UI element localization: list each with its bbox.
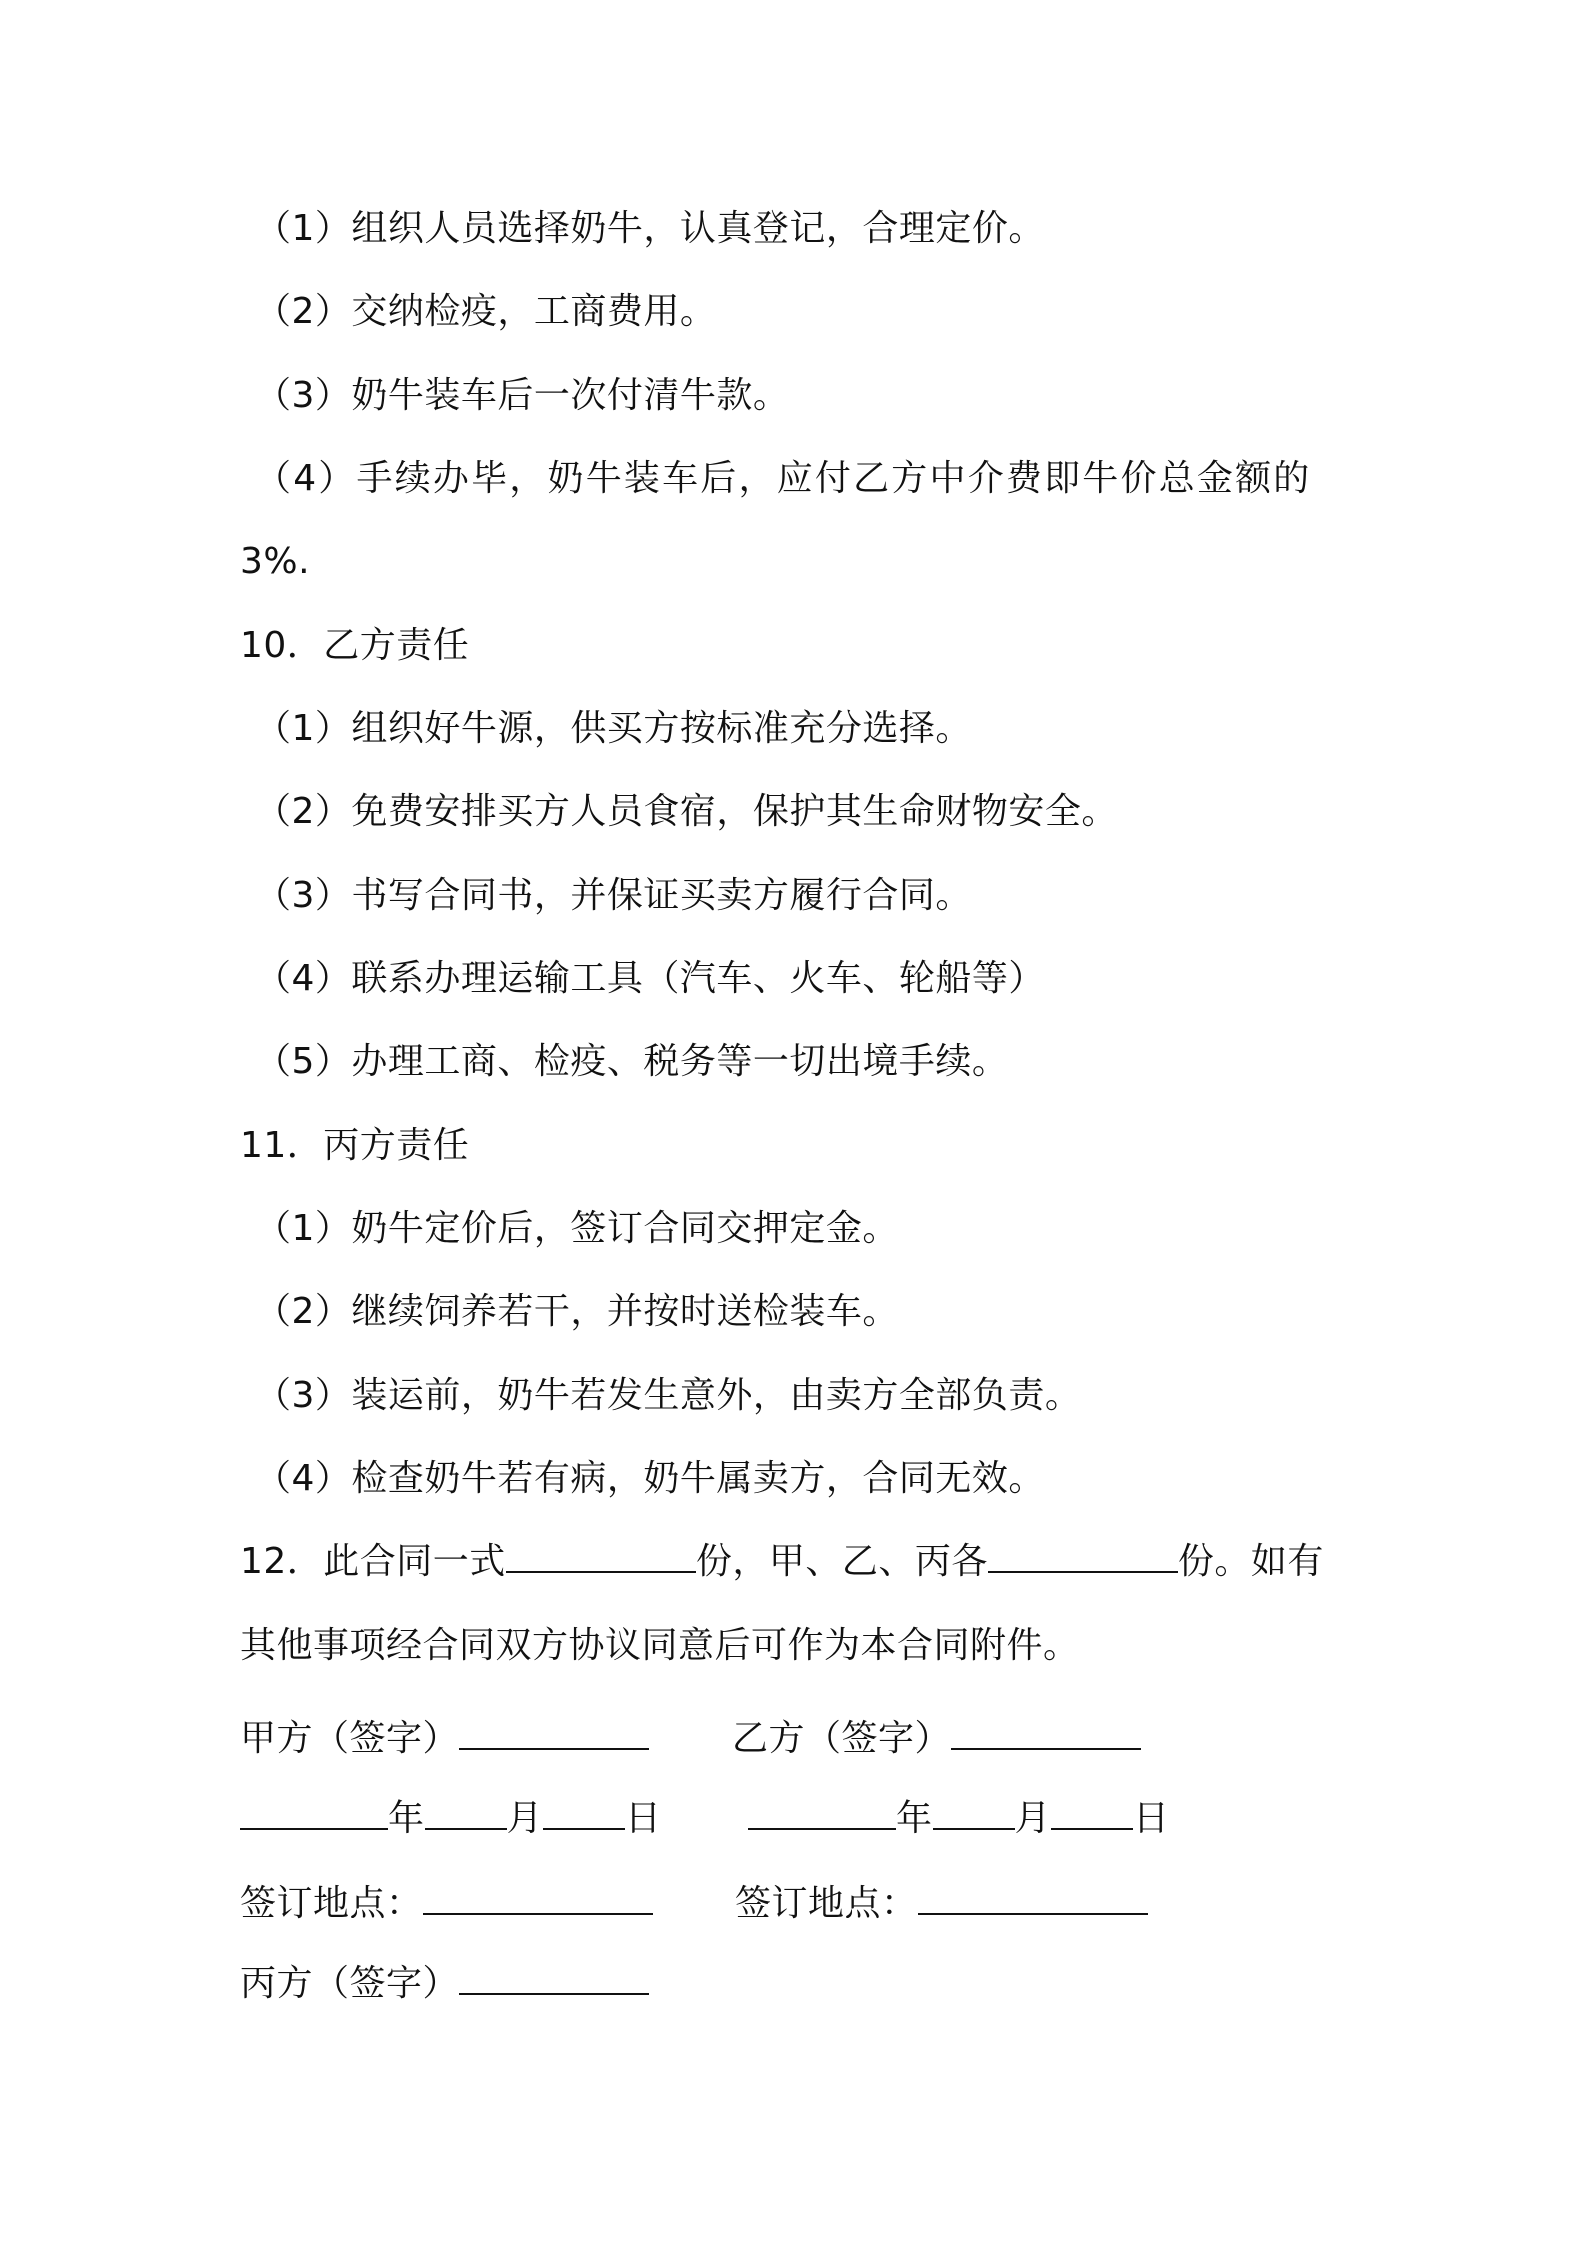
party-a-signature-blank[interactable] <box>459 1718 649 1750</box>
month-label-b: 月 <box>1014 1798 1052 1839</box>
party-a-label: 甲方（签字） <box>240 1718 460 1759</box>
section9-item-4-cont: 3%. <box>240 541 311 582</box>
party-b-group <box>732 1715 1141 1763</box>
signature-row-1 <box>240 1715 952 1763</box>
day-label-a: 日 <box>625 1798 662 1839</box>
party-a-month-blank[interactable] <box>425 1798 507 1830</box>
party-b-label: 乙方（签字） <box>732 1718 952 1759</box>
party-b-day-blank[interactable] <box>1051 1798 1133 1830</box>
section12-part1: 12．此合同一式 <box>240 1541 506 1582</box>
party-a-place-blank[interactable] <box>423 1883 653 1915</box>
section11-heading: 11．丙方责任 <box>240 1125 470 1166</box>
year-label-a: 年 <box>388 1798 425 1839</box>
party-b-year-blank[interactable] <box>748 1798 896 1830</box>
section11-item-1: （1）奶牛定价后，签订合同交押定金。 <box>255 1208 899 1249</box>
section9-item-3: （3）奶牛装车后一次付清牛款。 <box>255 375 790 416</box>
copies-each-blank[interactable] <box>988 1541 1178 1573</box>
section12-part3: 份。如有 <box>1177 1541 1324 1582</box>
section11-item-4: （4）检查奶牛若有病，奶牛属卖方，合同无效。 <box>255 1458 1045 1499</box>
section9-item-2: （2）交纳检疫，工商费用。 <box>255 291 717 332</box>
copies-total-blank[interactable] <box>506 1541 696 1573</box>
signature-row-c <box>240 1960 649 2008</box>
place-label-b: 签订地点： <box>735 1883 918 1924</box>
section9-item-4: （4）手续办毕，奶牛装车后，应付乙方中介费即牛价总金额的 <box>255 458 1312 499</box>
section10-item-4: （4）联系办理运输工具（汽车、火车、轮船等） <box>255 958 1045 999</box>
section10-item-2: （2）免费安排买方人员食宿，保护其生命财物安全。 <box>255 791 1118 832</box>
year-label-b: 年 <box>896 1798 933 1839</box>
section12-line-2: 其他事项经合同双方协议同意后可作为本合同附件。 <box>240 1625 1080 1666</box>
section10-item-1: （1）组织好牛源，供买方按标准充分选择。 <box>255 708 972 749</box>
signature-row-date <box>240 1795 1170 1843</box>
party-b-place-blank[interactable] <box>918 1883 1148 1915</box>
section9-item-1: （1）组织人员选择奶牛，认真登记，合理定价。 <box>255 208 1045 249</box>
section11-item-3: （3）装运前，奶牛若发生意外，由卖方全部负责。 <box>255 1375 1082 1416</box>
party-b-signature-blank[interactable] <box>951 1718 1141 1750</box>
party-b-place-group <box>735 1880 1148 1928</box>
section12-line-1 <box>240 1538 1324 1586</box>
section10-item-5: （5）办理工商、检疫、税务等一切出境手续。 <box>255 1041 1009 1082</box>
party-c-label: 丙方（签字） <box>240 1963 460 2004</box>
section11-item-2: （2）继续饲养若干，并按时送检装车。 <box>255 1291 899 1332</box>
section10-heading: 10．乙方责任 <box>240 625 470 666</box>
signature-row-place <box>240 1880 918 1928</box>
day-label-b: 日 <box>1133 1798 1170 1839</box>
section10-item-3: （3）书写合同书，并保证买卖方履行合同。 <box>255 875 972 916</box>
party-a-year-blank[interactable] <box>240 1798 388 1830</box>
party-a-day-blank[interactable] <box>543 1798 625 1830</box>
section12-part2: 份，甲、乙、丙各 <box>695 1541 988 1582</box>
place-label-a: 签订地点： <box>240 1883 423 1924</box>
party-b-date-group <box>748 1795 1170 1843</box>
month-label-a: 月 <box>506 1798 544 1839</box>
party-c-signature-blank[interactable] <box>459 1963 649 1995</box>
party-b-month-blank[interactable] <box>933 1798 1015 1830</box>
